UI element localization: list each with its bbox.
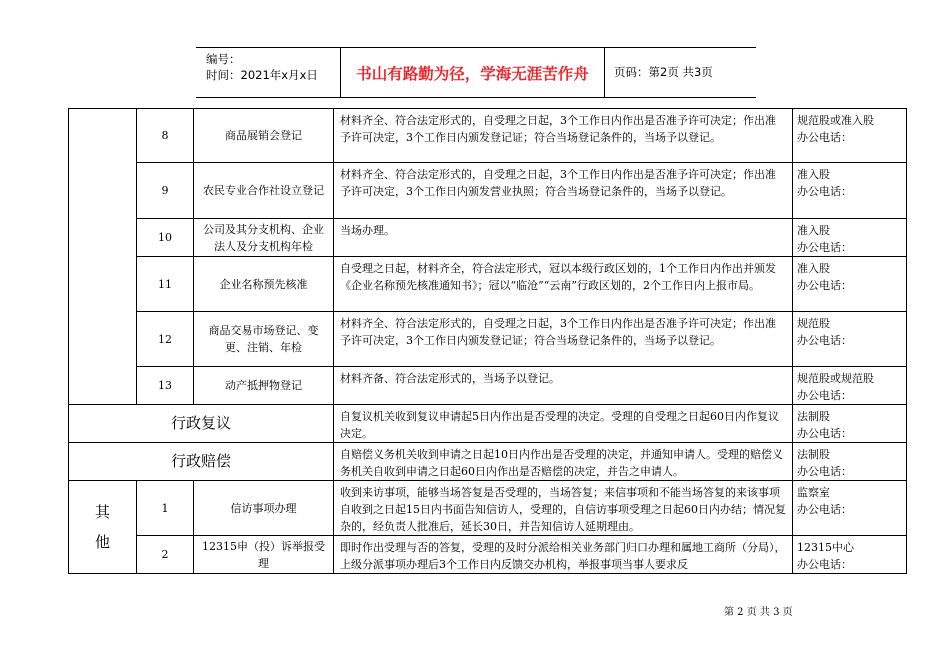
item-name: 动产抵押物登记 [194, 367, 334, 405]
table-row [69, 443, 907, 481]
dept-cell [793, 536, 907, 574]
dept-cell [793, 163, 907, 219]
dept-cell [793, 109, 907, 163]
review-label: 行政复议 [69, 405, 334, 443]
dept-name: 准入股 [797, 168, 830, 181]
dept-phone: 办公电话： [797, 503, 852, 516]
dept-phone: 办公电话： [797, 427, 852, 440]
table-row [69, 219, 907, 257]
other-label-char: 他 [94, 533, 110, 551]
item-desc: 即时作出受理与否的答复，受理的及时分派给相关业务部门归口办理和属地工商所（分局），上级分派事项办理后3个工作日内反馈交办机构，举报事项当事人要求反 [334, 536, 793, 574]
dept-cell [793, 443, 907, 481]
item-desc: 材料齐全、符合法定形式的，自受理之日起，3个工作日内作出是否准予许可决定；作出准予许可决定，3个工作日内颁发营业执照；符合当场登记条件的，当场予以登记。 [334, 163, 793, 219]
table-row [69, 257, 907, 312]
dept-name: 法制股 [797, 410, 830, 423]
other-label-char: 其 [94, 503, 110, 521]
item-desc: 材料齐全、符合法定形式的，自受理之日起，3个工作日内作出是否准予许可决定；作出准予许可决定，3个工作日内颁发登记证；符合当场登记条件的，当场予以登记。 [334, 109, 793, 163]
category-cell [69, 109, 137, 405]
row-number: 1 [137, 481, 194, 536]
header-motto: 书山有路勤为径，学海无涯苦作舟 [340, 48, 605, 97]
item-name: 信访事项办理 [194, 481, 334, 536]
item-desc: 材料齐全、符合法定形式的，自受理之日起，3个工作日内作出是否准予许可决定；作出准予许可决定，3个工作日内颁发登记证；符合当场登记条件的，当场予以登记。 [334, 312, 793, 367]
compensation-label: 行政赔偿 [69, 443, 334, 481]
other-category-label [69, 481, 137, 574]
item-name: 12315申（投）诉举报受理 [194, 536, 334, 574]
doc-number-label: 编号： [206, 52, 241, 66]
dept-phone: 办公电话： [797, 241, 852, 254]
date-label: 时间：2021年x月x日 [206, 68, 318, 82]
table-row [69, 109, 907, 163]
dept-name: 准入股 [797, 224, 830, 237]
dept-phone: 办公电话： [797, 465, 852, 478]
table-row [69, 405, 907, 443]
dept-phone: 办公电话： [797, 131, 852, 144]
table-row [69, 481, 907, 536]
item-desc: 材料齐备、符合法定形式的，当场予以登记。 [334, 367, 793, 405]
item-desc: 当场办理。 [334, 219, 793, 257]
item-name: 商品展销会登记 [194, 109, 334, 163]
dept-cell [793, 405, 907, 443]
dept-cell [793, 481, 907, 536]
dept-name: 规范股或规范股 [797, 372, 874, 385]
page-footer: 第 2 页 共 3 页 [724, 607, 793, 618]
item-name: 商品交易市场登记、变更、注销、年检 [194, 312, 334, 367]
row-number: 12 [137, 312, 194, 367]
header-page-label: 页码：第2页 共3页 [614, 65, 713, 79]
dept-phone: 办公电话： [797, 334, 852, 347]
dept-name: 12315中心 [797, 541, 854, 554]
row-number: 13 [137, 367, 194, 405]
row-number: 9 [137, 163, 194, 219]
table-row [69, 163, 907, 219]
dept-phone: 办公电话： [797, 279, 852, 292]
dept-name: 规范股 [797, 317, 830, 330]
item-name: 农民专业合作社设立登记 [194, 163, 334, 219]
dept-phone: 办公电话： [797, 185, 852, 198]
header-meta [196, 48, 340, 97]
row-number: 2 [137, 536, 194, 574]
dept-name: 准入股 [797, 262, 830, 275]
item-name: 企业名称预先核准 [194, 257, 334, 312]
page-header [196, 47, 756, 98]
row-number: 8 [137, 109, 194, 163]
item-desc: 收到来访事项，能够当场答复是否受理的，当场答复；来信事项和不能当场答复的来该事项自收到之日起15日内书面告知信访人，受理的，自信访事项受理之日起60日内办结；情况复杂的，经负责人批准后，延长30日，并告知信访人延期理由。 [334, 481, 793, 536]
item-desc: 自受理之日起，材料齐全，符合法定形式，冠以本级行政区划的，1个工作日内作出并颁发《企业名称预先核准通知书》；冠以“临沧”“云南”行政区划的，2个工作日内上报市局。 [334, 257, 793, 312]
item-desc: 自赔偿义务机关收到申请之日起10日内作出是否受理的决定，并通知申请人。受理的赔偿义务机关自收到申请之日起60日内作出是否赔偿的决定，并告之申请人。 [334, 443, 793, 481]
dept-name: 规范股或准入股 [797, 114, 874, 127]
dept-phone: 办公电话： [797, 389, 852, 402]
table-row [69, 536, 907, 574]
service-table [68, 108, 907, 574]
dept-name: 监察室 [797, 486, 830, 499]
row-number: 11 [137, 257, 194, 312]
dept-cell [793, 257, 907, 312]
dept-cell [793, 219, 907, 257]
dept-name: 法制股 [797, 448, 830, 461]
dept-cell [793, 367, 907, 405]
item-desc: 自复议机关收到复议申请起5日内作出是否受理的决定。受理的自受理之日起60日内作复议决定。 [334, 405, 793, 443]
table-row [69, 367, 907, 405]
table-row [69, 312, 907, 367]
dept-cell [793, 312, 907, 367]
dept-phone: 办公电话： [797, 558, 852, 571]
item-name: 公司及其分支机构、企业法人及分支机构年检 [194, 219, 334, 257]
row-number: 10 [137, 219, 194, 257]
